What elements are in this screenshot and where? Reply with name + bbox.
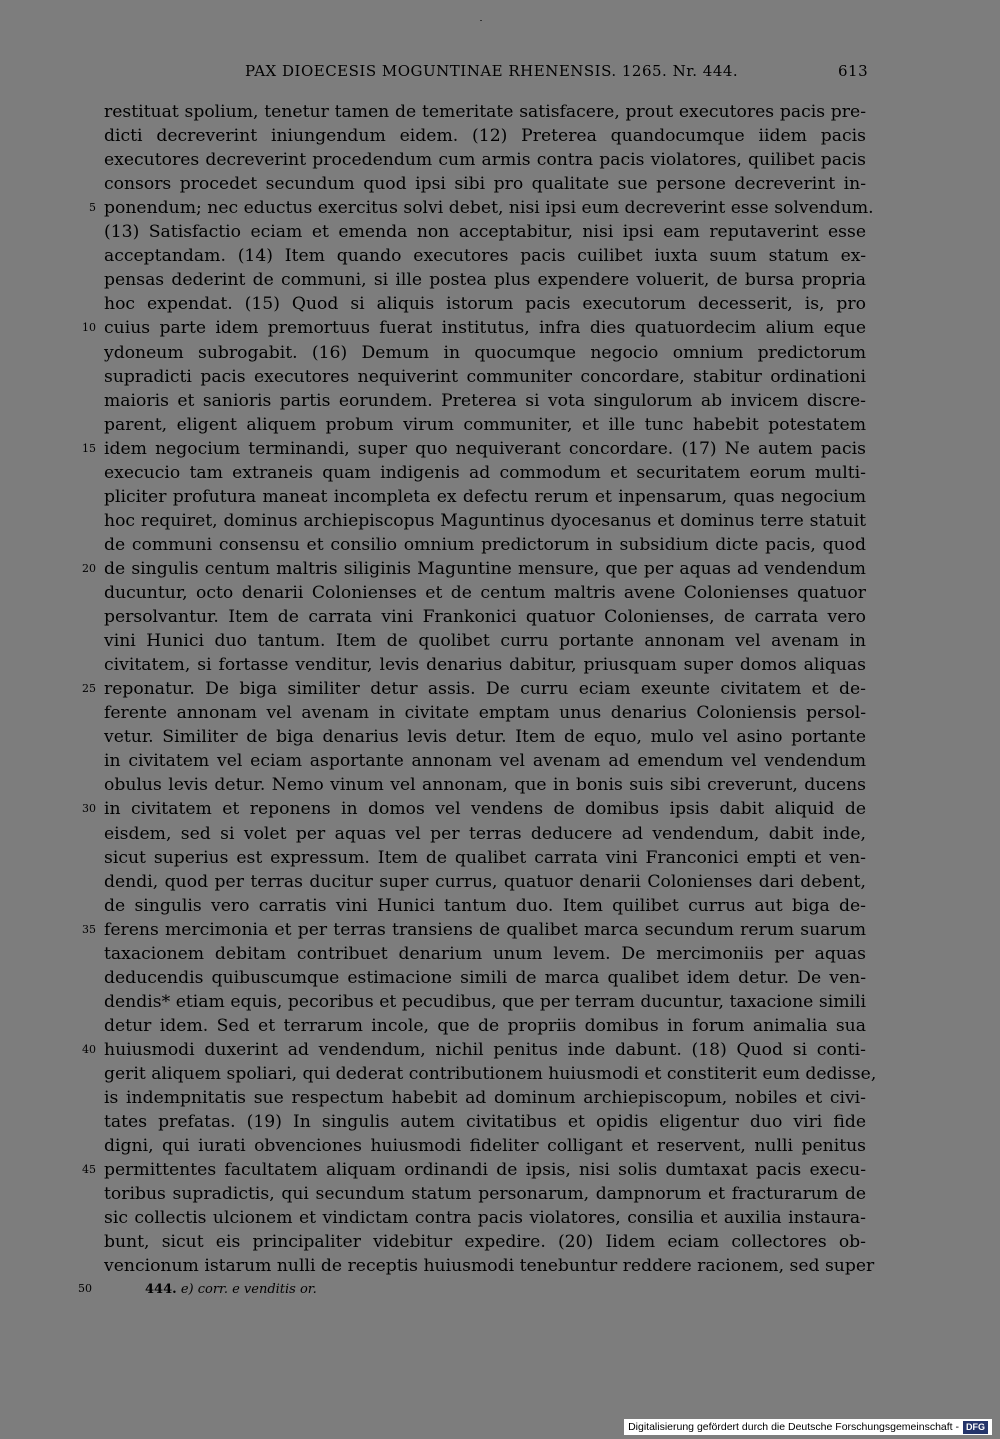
text-line: execucio tam extraneis quam indigenis ad commodum et securitatem eorum multi-	[104, 462, 866, 483]
text-line: supradicti pacis executores nequiverint communiter concordare, stabitur ordinationi	[104, 366, 866, 387]
margin-line-number: 30	[82, 802, 96, 816]
footnote-doc-number: 444.	[145, 1282, 177, 1297]
text-line: parent, eligent aliquem probum virum communiter, et ille tunc habebit potestatem	[104, 414, 866, 435]
text-line: in civitatem et reponens in domos vel vendens de domibus ipsis dabit aliquid de	[104, 799, 866, 820]
footnote-line-number: 50	[78, 1282, 92, 1295]
margin-line-number: 25	[82, 682, 96, 696]
text-line: is indempnitatis sue respectum habebit ad dominum archiepiscopum, nobiles et civi-	[104, 1088, 866, 1109]
text-line: de singulis centum maltris siliginis Maguntine mensure, que per aquas ad vendendum	[104, 558, 866, 579]
text-line: hoc requiret, dominus archiepiscopus Maguntinus dyocesanus et dominus terre statuit	[104, 510, 866, 531]
footnote	[0, 1282, 1000, 1302]
margin-line-number: 40	[82, 1042, 96, 1056]
text-line: pliciter profutura maneat incompleta ex defectu rerum et inpensarum, quas negocium	[104, 486, 866, 507]
text-line: vini Hunici duo tantum. Item de quolibet curru portante annonam vel avenam in	[104, 631, 866, 652]
text-line: vetur. Similiter de biga denarius levis detur. Item de equo, mulo vel asino portante	[104, 727, 866, 748]
text-line: sicut superius est expressum. Item de qualibet carrata vini Franconici empti et ven-	[104, 847, 866, 868]
footnote-content: e) corr. e venditis or.	[180, 1282, 317, 1297]
running-header	[0, 62, 1000, 86]
text-line: detur idem. Sed et terrarum incole, que de propriis domibus in forum animalia sua	[104, 1015, 866, 1036]
text-line: consors procedet secundum quod ipsi sibi pro qualitate sue persone decreverint in-	[104, 174, 866, 195]
text-line: maioris et sanioris partis eorundem. Preterea si vota singulorum ab invicem discre-	[104, 390, 866, 411]
margin-line-number: 45	[82, 1163, 96, 1177]
text-line: dendis* etiam equis, pecoribus et pecudibus, que per terram ducuntur, taxacione simili	[104, 991, 866, 1012]
margin-line-number: 5	[89, 201, 96, 215]
text-line: toribus supradictis, qui secundum statum personarum, dampnorum et fracturarum de	[104, 1184, 866, 1205]
margin-line-number: 15	[82, 441, 96, 455]
text-line: ducuntur, octo denarii Colonienses et de centum maltris avene Colonienses quatuor	[104, 583, 866, 603]
text-line: (13) Satisfactio eciam et emenda non acceptabitur, nisi ipsi eam reputaverint esse	[104, 222, 866, 243]
text-line: de singulis vero carratis vini Hunici tantum duo. Item quilibet currus aut biga de-	[104, 895, 866, 916]
text-line: obulus levis detur. Nemo vinum vel annonam, que in bonis suis sibi creverunt, ducens	[104, 775, 866, 796]
credit-text: Digitalisierung gefördert durch die Deutsche Forschungsgemeinschaft -	[628, 1421, 959, 1433]
margin-line-number: 35	[82, 922, 96, 936]
margin-line-number: 10	[82, 321, 96, 335]
text-line: hoc expendat. (15) Quod si aliquis istorum pacis executorum decesserit, is, pro	[104, 294, 866, 315]
text-line: idem negocium terminandi, super quo nequiverant concordare. (17) Ne autem pacis	[104, 438, 866, 459]
text-line: dicti decreverint iniungendum eidem. (12) Preterea quandocumque iidem pacis	[104, 126, 866, 147]
text-line: ferens mercimonia et per terras transiens de qualibet marca secundum rerum suarum	[104, 919, 866, 940]
dfg-logo: DFG	[963, 1421, 988, 1434]
text-line: digni, qui iurati obvenciones huiusmodi fideliter colligant et reservent, nulli penitus	[104, 1136, 866, 1157]
text-line: de communi consensu et consilio omnium predictorum in subsidium dicte pacis, quod	[104, 534, 866, 555]
text-line: pensas dederint de communi, si ille postea plus expendere voluerit, de bursa propria	[104, 270, 866, 291]
text-line: permittentes facultatem aliquam ordinandi de ipsis, nisi solis dumtaxat pacis execu-	[104, 1160, 866, 1181]
text-line: in civitatem vel eciam asportante annonam vel avenam ad emendum vel vendendum	[104, 751, 866, 772]
text-line: huiusmodi duxerint ad vendendum, nichil penitus inde dabunt. (18) Quod si conti-	[104, 1039, 866, 1060]
text-line: reponatur. De biga similiter detur assis. De curru eciam exeunte civitatem et de-	[104, 679, 866, 700]
digitization-credit	[624, 1419, 992, 1435]
header-title: PAX DIOECESIS MOGUNTINAE RHENENSIS. 1265. Nr. 444.	[245, 62, 739, 80]
text-line: tates prefatas. (19) In singulis autem civitatibus et opidis eligentur duo viri fide	[104, 1112, 866, 1133]
text-line: acceptandam. (14) Item quando executores pacis cuilibet iuxta suum statum ex-	[104, 246, 866, 267]
text-line: executores decreverint procedendum cum armis contra pacis violatores, quilibet pacis	[104, 150, 866, 171]
text-line: ydoneum subrogabit. (16) Demum in quocumque negocio omnium predictorum	[104, 342, 866, 363]
text-line: ferente annonam vel avenam in civitate emptam unus denarius Coloniensis persol-	[104, 703, 866, 724]
text-line: dendi, quod per terras ducitur super currus, quatuor denarii Colonienses dari debent,	[104, 871, 866, 892]
footnote-text	[145, 1282, 317, 1297]
margin-line-number: 20	[82, 561, 96, 575]
text-line: eisdem, sed si volet per aquas vel per terras deducere ad vendendum, dabit inde,	[104, 823, 866, 844]
text-line: sic collectis ulcionem et vindictam contra pacis violatores, consilia et auxilia instaura-	[104, 1208, 866, 1229]
text-line: ponendum; nec eductus exercitus solvi debet, nisi ipsi eum decreverint esse solvendum.	[104, 198, 874, 219]
page-number: 613	[838, 62, 869, 80]
text-line: cuius parte idem premortuus fuerat institutus, infra dies quatuordecim alium eque	[104, 318, 866, 339]
text-line: persolvantur. Item de carrata vini Frankonici quatuor Colonienses, de carrata vero	[104, 607, 866, 628]
text-line: taxacionem debitam contribuet denarium unum levem. De mercimoniis per aquas	[104, 943, 866, 964]
text-line: civitatem, si fortasse venditur, levis denarius dabitur, priusquam super domos aliquas	[104, 655, 866, 676]
text-line: gerit aliquem spoliari, qui dederat contributionem huiusmodi et constiterit eum dedisse,	[104, 1064, 877, 1084]
scan-mark	[480, 20, 482, 21]
text-line: bunt, sicut eis principaliter videbitur expedire. (20) Iidem eciam collectores ob-	[104, 1232, 866, 1253]
text-line: deducendis quibuscumque estimacione simili de marca qualibet idem detur. De ven-	[104, 967, 866, 988]
text-line: vencionum istarum nulli de receptis huiusmodi tenebuntur reddere racionem, sed super	[104, 1256, 875, 1277]
text-line: restituat spolium, tenetur tamen de temeritate satisfacere, prout executores pacis pre-	[104, 102, 866, 122]
